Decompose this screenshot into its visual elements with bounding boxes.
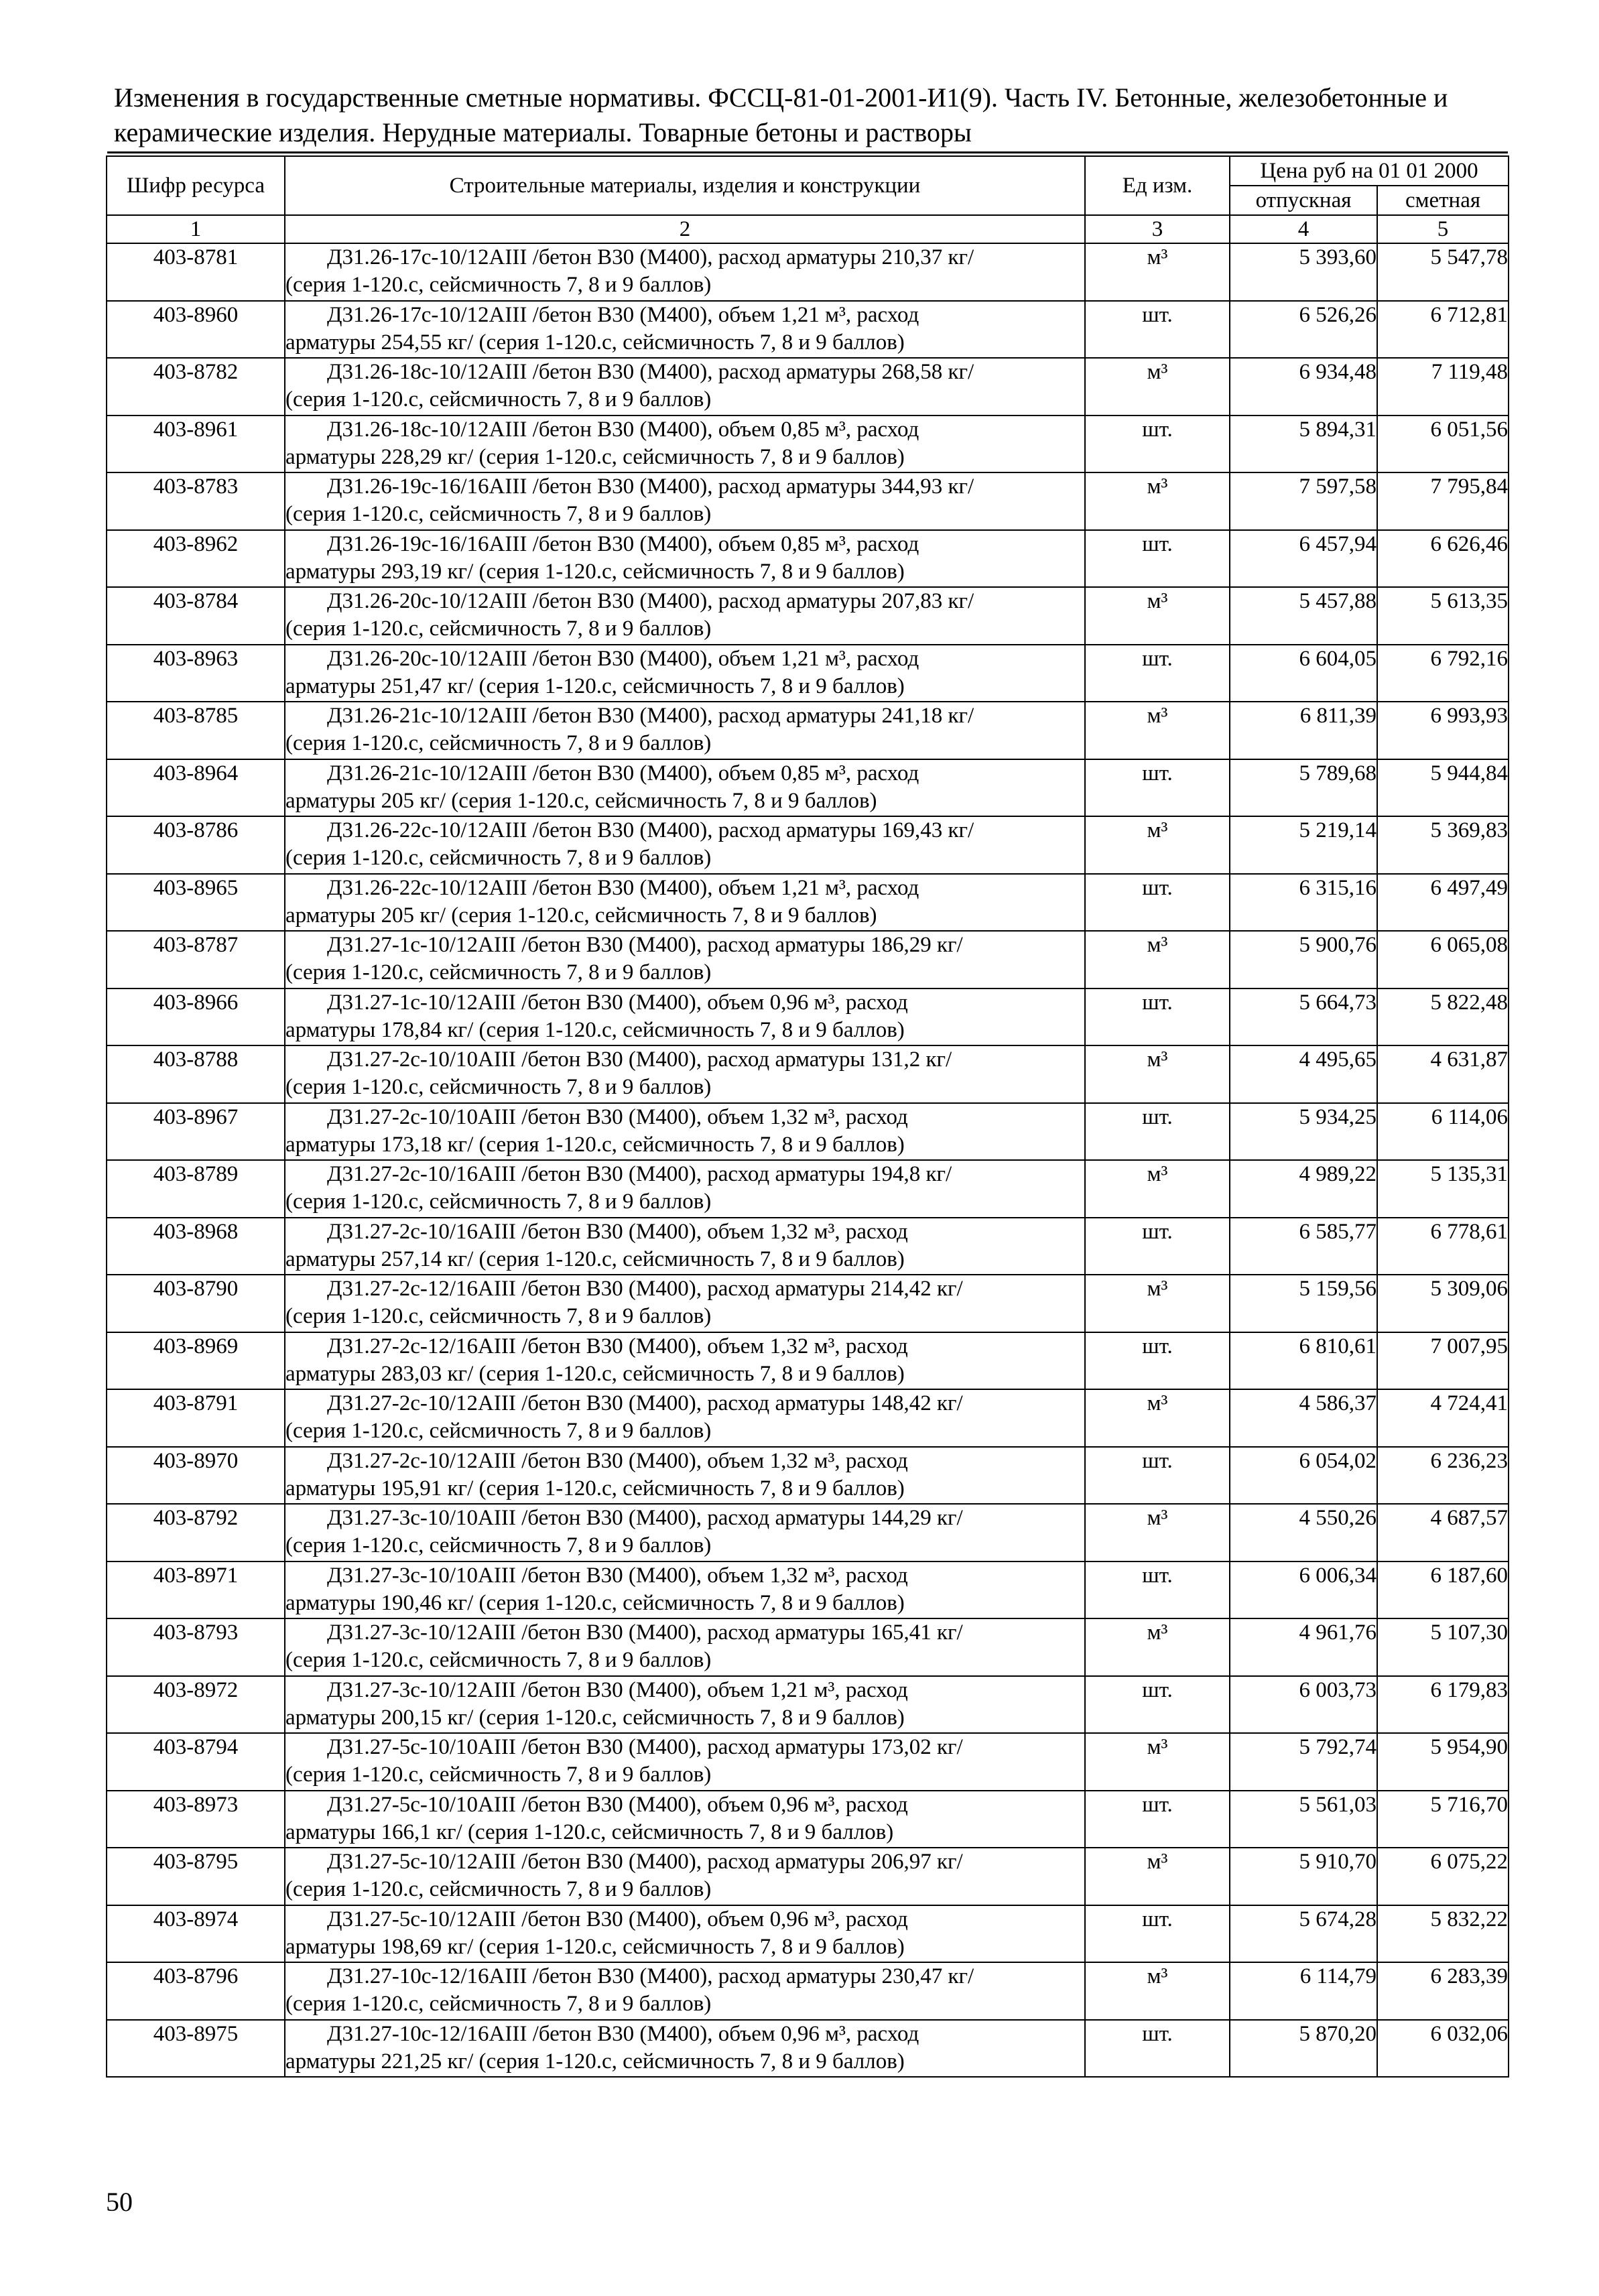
- unit-cell: м³: [1085, 358, 1230, 416]
- description-cell: [285, 1848, 1085, 1905]
- description-cell: [285, 759, 1085, 817]
- unit-cell: м³: [1085, 472, 1230, 530]
- description-line-2: (серия 1-120.с, сейсмичность 7, 8 и 9 баллов): [285, 1763, 712, 1787]
- unit-cell: шт.: [1085, 1218, 1230, 1275]
- estimate-price-cell: 6 497,49: [1377, 874, 1509, 932]
- unit-cell: шт.: [1085, 1561, 1230, 1619]
- description-line-2: (серия 1-120.с, сейсмичность 7, 8 и 9 баллов): [285, 273, 712, 297]
- estimate-price-cell: 5 944,84: [1377, 759, 1509, 817]
- unit-cell: шт.: [1085, 1791, 1230, 1848]
- description-cell: [285, 645, 1085, 702]
- release-price-cell: 5 393,60: [1230, 243, 1377, 301]
- resource-code-cell: 403-8960: [107, 301, 285, 359]
- description-cell: [285, 1962, 1085, 2020]
- release-price-cell: 5 792,74: [1230, 1733, 1377, 1791]
- release-price-cell: 6 003,73: [1230, 1676, 1377, 1734]
- resource-code-cell: 403-8975: [107, 2020, 285, 2078]
- description-line-1: Д31.26-20с-10/12АIII /бетон В30 (М400), объем 1,21 м³, расход: [327, 646, 919, 671]
- table-row: [107, 1962, 1509, 2020]
- description-cell: [285, 1733, 1085, 1791]
- description-cell: [285, 1332, 1085, 1390]
- description-line-1: Д31.27-2с-10/12АIII /бетон В30 (М400), объем 1,32 м³, расход: [327, 1448, 908, 1473]
- description-line-2: (серия 1-120.с, сейсмичность 7, 8 и 9 баллов): [285, 1075, 712, 1099]
- resource-code-cell: 403-8793: [107, 1618, 285, 1676]
- description-cell: [285, 2020, 1085, 2078]
- resource-code-cell: 403-8962: [107, 530, 285, 588]
- release-price-cell: 5 159,56: [1230, 1275, 1377, 1332]
- estimate-price-cell: 6 993,93: [1377, 702, 1509, 759]
- description-line-1: Д31.27-3с-10/12АIII /бетон В30 (М400), расход арматуры 165,41 кг/: [327, 1620, 963, 1645]
- description-line-1: Д31.27-3с-10/10АIII /бетон В30 (М400), расход арматуры 144,29 кг/: [327, 1506, 963, 1530]
- description-line-2: (серия 1-120.с, сейсмичность 7, 8 и 9 баллов): [285, 731, 712, 755]
- description-cell: [285, 1905, 1085, 1963]
- release-price-cell: 4 989,22: [1230, 1160, 1377, 1218]
- description-line-2: (серия 1-120.с, сейсмичность 7, 8 и 9 баллов): [285, 1992, 712, 2016]
- description-line-2: арматуры 254,55 кг/ (серия 1-120.с, сейсмичность 7, 8 и 9 баллов): [285, 330, 905, 355]
- description-line-2: арматуры 166,1 кг/ (серия 1-120.с, сейсмичность 7, 8 и 9 баллов): [285, 1820, 894, 1844]
- table-row: [107, 1103, 1509, 1161]
- description-cell: [285, 472, 1085, 530]
- description-line-2: (серия 1-120.с, сейсмичность 7, 8 и 9 баллов): [285, 846, 712, 870]
- resource-code-cell: 403-8787: [107, 931, 285, 988]
- column-number: 1: [107, 215, 285, 243]
- release-price-cell: 6 457,94: [1230, 530, 1377, 588]
- description-line-2: арматуры 195,91 кг/ (серия 1-120.с, сейсмичность 7, 8 и 9 баллов): [285, 1476, 905, 1501]
- description-cell: [285, 1045, 1085, 1103]
- description-line-2: арматуры 173,18 кг/ (серия 1-120.с, сейсмичность 7, 8 и 9 баллов): [285, 1132, 905, 1157]
- table-row: [107, 759, 1509, 817]
- estimate-price-cell: 6 114,06: [1377, 1103, 1509, 1161]
- estimate-price-cell: 5 107,30: [1377, 1618, 1509, 1676]
- release-price-cell: 6 585,77: [1230, 1218, 1377, 1275]
- description-line-2: арматуры 221,25 кг/ (серия 1-120.с, сейсмичность 7, 8 и 9 баллов): [285, 2049, 905, 2074]
- description-line-2: арматуры 283,03 кг/ (серия 1-120.с, сейсмичность 7, 8 и 9 баллов): [285, 1361, 905, 1386]
- resource-code-cell: 403-8796: [107, 1962, 285, 2020]
- resource-code-cell: 403-8795: [107, 1848, 285, 1905]
- description-cell: [285, 243, 1085, 301]
- estimate-price-cell: 6 236,23: [1377, 1447, 1509, 1505]
- resource-code-cell: 403-8789: [107, 1160, 285, 1218]
- unit-cell: шт.: [1085, 1905, 1230, 1963]
- table-row: [107, 472, 1509, 530]
- estimate-price-cell: 5 309,06: [1377, 1275, 1509, 1332]
- resource-code-cell: 403-8781: [107, 243, 285, 301]
- release-price-cell: 4 961,76: [1230, 1618, 1377, 1676]
- unit-cell: м³: [1085, 1848, 1230, 1905]
- resource-code-cell: 403-8792: [107, 1504, 285, 1561]
- description-line-1: Д31.26-19с-16/16АIII /бетон В30 (М400), расход арматуры 344,93 кг/: [327, 474, 974, 499]
- description-line-2: (серия 1-120.с, сейсмичность 7, 8 и 9 баллов): [285, 617, 712, 641]
- header-release-price: отпускная: [1230, 186, 1377, 215]
- resource-code-cell: 403-8968: [107, 1218, 285, 1275]
- description-line-1: Д31.27-2с-12/16АIII /бетон В30 (М400), расход арматуры 214,42 кг/: [327, 1277, 963, 1301]
- resource-code-cell: 403-8783: [107, 472, 285, 530]
- unit-cell: м³: [1085, 1618, 1230, 1676]
- description-cell: [285, 874, 1085, 932]
- release-price-cell: 6 315,16: [1230, 874, 1377, 932]
- unit-cell: м³: [1085, 1504, 1230, 1561]
- resource-code-cell: 403-8785: [107, 702, 285, 759]
- estimate-price-cell: 6 187,60: [1377, 1561, 1509, 1619]
- unit-cell: шт.: [1085, 416, 1230, 473]
- description-cell: [285, 1160, 1085, 1218]
- description-cell: [285, 1103, 1085, 1161]
- table-row: [107, 301, 1509, 359]
- page-number: 50: [106, 2187, 133, 2217]
- description-line-1: Д31.26-18с-10/12АIII /бетон В30 (М400), расход арматуры 268,58 кг/: [327, 360, 974, 384]
- table-row: [107, 1160, 1509, 1218]
- header-estimate-price: сметная: [1377, 186, 1509, 215]
- table-row: [107, 1218, 1509, 1275]
- description-line-2: арматуры 251,47 кг/ (серия 1-120.с, сейсмичность 7, 8 и 9 баллов): [285, 674, 905, 698]
- description-line-2: (серия 1-120.с, сейсмичность 7, 8 и 9 баллов): [285, 1190, 712, 1214]
- table-row: [107, 1848, 1509, 1905]
- description-cell: [285, 1218, 1085, 1275]
- release-price-cell: 5 664,73: [1230, 988, 1377, 1046]
- description-line-1: Д31.27-3с-10/10АIII /бетон В30 (М400), объем 1,32 м³, расход: [327, 1563, 908, 1588]
- description-line-1: Д31.27-5с-10/10АIII /бетон В30 (М400), расход арматуры 173,02 кг/: [327, 1735, 963, 1759]
- description-line-1: Д31.27-3с-10/12АIII /бетон В30 (М400), объем 1,21 м³, расход: [327, 1677, 908, 1702]
- table-row: [107, 1332, 1509, 1390]
- description-line-2: арматуры 228,29 кг/ (серия 1-120.с, сейсмичность 7, 8 и 9 баллов): [285, 444, 905, 469]
- column-number: 2: [285, 215, 1085, 243]
- description-line-2: арматуры 205 кг/ (серия 1-120.с, сейсмичность 7, 8 и 9 баллов): [285, 903, 877, 928]
- resource-code-cell: 403-8973: [107, 1791, 285, 1848]
- estimate-price-cell: 5 613,35: [1377, 587, 1509, 645]
- release-price-cell: 5 900,76: [1230, 931, 1377, 988]
- release-price-cell: 6 526,26: [1230, 301, 1377, 359]
- description-cell: [285, 1791, 1085, 1848]
- unit-cell: м³: [1085, 243, 1230, 301]
- table-row: [107, 702, 1509, 759]
- description-cell: [285, 358, 1085, 416]
- page-title: Изменения в государственные сметные нормативы. ФССЦ-81-01-2001-И1(9). Часть IV. Бетонные, железобетонные и керамические изделия. Нерудные материалы. Товарные бетоны и растворы: [114, 82, 1448, 147]
- table-row: [107, 1045, 1509, 1103]
- description-line-1: Д31.27-5с-10/12АIII /бетон В30 (М400), расход арматуры 206,97 кг/: [327, 1850, 963, 1874]
- estimate-price-cell: 7 007,95: [1377, 1332, 1509, 1390]
- description-cell: [285, 1504, 1085, 1561]
- description-line-1: Д31.27-2с-10/16АIII /бетон В30 (М400), расход арматуры 194,8 кг/: [327, 1162, 952, 1186]
- estimate-price-cell: 5 832,22: [1377, 1905, 1509, 1963]
- release-price-cell: 6 114,79: [1230, 1962, 1377, 2020]
- release-price-cell: 5 457,88: [1230, 587, 1377, 645]
- resource-code-cell: 403-8786: [107, 816, 285, 874]
- unit-cell: шт.: [1085, 759, 1230, 817]
- unit-cell: м³: [1085, 1160, 1230, 1218]
- estimate-price-cell: 5 369,83: [1377, 816, 1509, 874]
- description-line-1: Д31.27-1с-10/12АIII /бетон В30 (М400), объем 0,96 м³, расход: [327, 990, 908, 1015]
- resource-code-cell: 403-8966: [107, 988, 285, 1046]
- estimate-price-cell: 6 065,08: [1377, 931, 1509, 988]
- description-line-2: арматуры 190,46 кг/ (серия 1-120.с, сейсмичность 7, 8 и 9 баллов): [285, 1590, 905, 1615]
- release-price-cell: 5 219,14: [1230, 816, 1377, 874]
- description-line-1: Д31.27-2с-10/10АIII /бетон В30 (М400), объем 1,32 м³, расход: [327, 1104, 908, 1129]
- resource-code-cell: 403-8964: [107, 759, 285, 817]
- unit-cell: м³: [1085, 931, 1230, 988]
- description-line-1: Д31.27-2с-12/16АIII /бетон В30 (М400), объем 1,32 м³, расход: [327, 1334, 908, 1358]
- unit-cell: шт.: [1085, 1332, 1230, 1390]
- description-line-1: Д31.27-2с-10/16АIII /бетон В30 (М400), объем 1,32 м³, расход: [327, 1219, 908, 1244]
- unit-cell: шт.: [1085, 530, 1230, 588]
- description-line-1: Д31.27-2с-10/12АIII /бетон В30 (М400), расход арматуры 148,42 кг/: [327, 1391, 963, 1415]
- table-row: [107, 1791, 1509, 1848]
- description-line-2: (серия 1-120.с, сейсмичность 7, 8 и 9 баллов): [285, 1304, 712, 1328]
- description-line-2: арматуры 198,69 кг/ (серия 1-120.с, сейсмичность 7, 8 и 9 баллов): [285, 1934, 905, 1959]
- resource-code-cell: 403-8782: [107, 358, 285, 416]
- resource-code-cell: 403-8963: [107, 645, 285, 702]
- table-row: [107, 358, 1509, 416]
- description-cell: [285, 1618, 1085, 1676]
- header-code: Шифр ресурса: [107, 156, 285, 215]
- description-line-1: Д31.26-17с-10/12АIII /бетон В30 (М400), объем 1,21 м³, расход: [327, 302, 919, 327]
- description-line-1: Д31.27-5с-10/12АIII /бетон В30 (М400), объем 0,96 м³, расход: [327, 1907, 908, 1931]
- release-price-cell: 7 597,58: [1230, 472, 1377, 530]
- description-cell: [285, 702, 1085, 759]
- description-cell: [285, 1447, 1085, 1505]
- description-line-2: (серия 1-120.с, сейсмичность 7, 8 и 9 баллов): [285, 387, 712, 411]
- table-row: [107, 1447, 1509, 1505]
- table-row: [107, 416, 1509, 473]
- release-price-cell: 5 894,31: [1230, 416, 1377, 473]
- release-price-cell: 4 495,65: [1230, 1045, 1377, 1103]
- description-cell: [285, 301, 1085, 359]
- resource-code-cell: 403-8969: [107, 1332, 285, 1390]
- title-divider: [107, 151, 1508, 153]
- table-row: [107, 1561, 1509, 1619]
- release-price-cell: 5 934,25: [1230, 1103, 1377, 1161]
- description-cell: [285, 1561, 1085, 1619]
- table-row: [107, 1676, 1509, 1734]
- estimate-price-cell: 6 032,06: [1377, 2020, 1509, 2078]
- estimate-price-cell: 6 283,39: [1377, 1962, 1509, 2020]
- release-price-cell: 6 604,05: [1230, 645, 1377, 702]
- resource-code-cell: 403-8967: [107, 1103, 285, 1161]
- release-price-cell: 6 006,34: [1230, 1561, 1377, 1619]
- release-price-cell: 5 674,28: [1230, 1905, 1377, 1963]
- description-line-2: арматуры 257,14 кг/ (серия 1-120.с, сейсмичность 7, 8 и 9 баллов): [285, 1247, 905, 1271]
- table-row: [107, 530, 1509, 588]
- description-line-2: (серия 1-120.с, сейсмичность 7, 8 и 9 баллов): [285, 1419, 712, 1443]
- release-price-cell: 5 870,20: [1230, 2020, 1377, 2078]
- table-row: [107, 874, 1509, 932]
- description-line-2: (серия 1-120.с, сейсмичность 7, 8 и 9 баллов): [285, 1533, 712, 1557]
- column-number: 4: [1230, 215, 1377, 243]
- description-line-2: арматуры 200,15 кг/ (серия 1-120.с, сейсмичность 7, 8 и 9 баллов): [285, 1705, 905, 1730]
- description-line-2: (серия 1-120.с, сейсмичность 7, 8 и 9 баллов): [285, 502, 712, 526]
- resource-code-cell: 403-8791: [107, 1389, 285, 1447]
- unit-cell: шт.: [1085, 2020, 1230, 2078]
- price-table: [106, 155, 1509, 2078]
- description-line-1: Д31.27-10с-12/16АIII /бетон В30 (М400), расход арматуры 230,47 кг/: [327, 1964, 974, 1988]
- table-row: [107, 2020, 1509, 2078]
- description-line-1: Д31.26-18с-10/12АIII /бетон В30 (М400), объем 0,85 м³, расход: [327, 417, 919, 442]
- unit-cell: м³: [1085, 702, 1230, 759]
- description-line-2: (серия 1-120.с, сейсмичность 7, 8 и 9 баллов): [285, 960, 712, 984]
- estimate-price-cell: 5 547,78: [1377, 243, 1509, 301]
- table-row: [107, 587, 1509, 645]
- table-row: [107, 1733, 1509, 1791]
- column-number: 3: [1085, 215, 1230, 243]
- estimate-price-cell: 6 712,81: [1377, 301, 1509, 359]
- estimate-price-cell: 4 631,87: [1377, 1045, 1509, 1103]
- description-cell: [285, 587, 1085, 645]
- description-line-1: Д31.27-10с-12/16АIII /бетон В30 (М400), объем 0,96 м³, расход: [327, 2021, 919, 2046]
- estimate-price-cell: 6 051,56: [1377, 416, 1509, 473]
- unit-cell: шт.: [1085, 988, 1230, 1046]
- resource-code-cell: 403-8788: [107, 1045, 285, 1103]
- release-price-cell: 5 789,68: [1230, 759, 1377, 817]
- table-row: [107, 816, 1509, 874]
- description-line-1: Д31.26-17с-10/12АIII /бетон В30 (М400), расход арматуры 210,37 кг/: [327, 245, 974, 269]
- table-row: [107, 1905, 1509, 1963]
- description-line-1: Д31.26-22с-10/12АIII /бетон В30 (М400), объем 1,21 м³, расход: [327, 875, 919, 900]
- unit-cell: м³: [1085, 1389, 1230, 1447]
- unit-cell: шт.: [1085, 874, 1230, 932]
- description-cell: [285, 1676, 1085, 1734]
- estimate-price-cell: 5 822,48: [1377, 988, 1509, 1046]
- unit-cell: м³: [1085, 1045, 1230, 1103]
- unit-cell: м³: [1085, 587, 1230, 645]
- estimate-price-cell: 4 687,57: [1377, 1504, 1509, 1561]
- release-price-cell: 6 934,48: [1230, 358, 1377, 416]
- resource-code-cell: 403-8965: [107, 874, 285, 932]
- resource-code-cell: 403-8971: [107, 1561, 285, 1619]
- table-row: [107, 1389, 1509, 1447]
- column-number: 5: [1377, 215, 1509, 243]
- resource-code-cell: 403-8794: [107, 1733, 285, 1791]
- description-line-1: Д31.27-2с-10/10АIII /бетон В30 (М400), расход арматуры 131,2 кг/: [327, 1047, 952, 1072]
- estimate-price-cell: 6 778,61: [1377, 1218, 1509, 1275]
- release-price-cell: 4 550,26: [1230, 1504, 1377, 1561]
- resource-code-cell: 403-8974: [107, 1905, 285, 1963]
- estimate-price-cell: 6 792,16: [1377, 645, 1509, 702]
- description-cell: [285, 816, 1085, 874]
- estimate-price-cell: 4 724,41: [1377, 1389, 1509, 1447]
- table-row: [107, 1275, 1509, 1332]
- description-line-1: Д31.27-1с-10/12АIII /бетон В30 (М400), расход арматуры 186,29 кг/: [327, 933, 963, 957]
- table-body: [107, 243, 1509, 2077]
- release-price-cell: 5 910,70: [1230, 1848, 1377, 1905]
- unit-cell: шт.: [1085, 1676, 1230, 1734]
- description-line-1: Д31.26-21с-10/12АIII /бетон В30 (М400), расход арматуры 241,18 кг/: [327, 704, 974, 728]
- release-price-cell: 4 586,37: [1230, 1389, 1377, 1447]
- unit-cell: шт.: [1085, 645, 1230, 702]
- resource-code-cell: 403-8970: [107, 1447, 285, 1505]
- description-line-2: арматуры 293,19 кг/ (серия 1-120.с, сейсмичность 7, 8 и 9 баллов): [285, 559, 905, 584]
- description-line-2: (серия 1-120.с, сейсмичность 7, 8 и 9 баллов): [285, 1648, 712, 1672]
- unit-cell: м³: [1085, 1733, 1230, 1791]
- estimate-price-cell: 5 716,70: [1377, 1791, 1509, 1848]
- description-line-2: арматуры 178,84 кг/ (серия 1-120.с, сейсмичность 7, 8 и 9 баллов): [285, 1017, 905, 1042]
- estimate-price-cell: 7 119,48: [1377, 358, 1509, 416]
- header-materials: Строительные материалы, изделия и конструкции: [285, 156, 1085, 215]
- resource-code-cell: 403-8784: [107, 587, 285, 645]
- table-row: [107, 645, 1509, 702]
- release-price-cell: 6 811,39: [1230, 702, 1377, 759]
- unit-cell: м³: [1085, 1962, 1230, 2020]
- description-cell: [285, 530, 1085, 588]
- resource-code-cell: 403-8961: [107, 416, 285, 473]
- table-row: [107, 1618, 1509, 1676]
- description-line-1: Д31.26-22с-10/12АIII /бетон В30 (М400), расход арматуры 169,43 кг/: [327, 818, 974, 842]
- header-unit: Ед изм.: [1085, 156, 1230, 215]
- description-cell: [285, 988, 1085, 1046]
- unit-cell: шт.: [1085, 1103, 1230, 1161]
- resource-code-cell: 403-8790: [107, 1275, 285, 1332]
- estimate-price-cell: 6 626,46: [1377, 530, 1509, 588]
- table-row: [107, 988, 1509, 1046]
- estimate-price-cell: 6 179,83: [1377, 1676, 1509, 1734]
- table-row: [107, 931, 1509, 988]
- description-line-1: Д31.27-5с-10/10АIII /бетон В30 (М400), объем 0,96 м³, расход: [327, 1792, 908, 1817]
- description-cell: [285, 931, 1085, 988]
- estimate-price-cell: 5 135,31: [1377, 1160, 1509, 1218]
- table-row: [107, 1504, 1509, 1561]
- unit-cell: шт.: [1085, 301, 1230, 359]
- description-cell: [285, 1275, 1085, 1332]
- description-cell: [285, 416, 1085, 473]
- description-cell: [285, 1389, 1085, 1447]
- release-price-cell: 6 810,61: [1230, 1332, 1377, 1390]
- unit-cell: м³: [1085, 816, 1230, 874]
- description-line-2: арматуры 205 кг/ (серия 1-120.с, сейсмичность 7, 8 и 9 баллов): [285, 788, 877, 813]
- description-line-2: (серия 1-120.с, сейсмичность 7, 8 и 9 баллов): [285, 1877, 712, 1901]
- header-price: Цена руб на 01 01 2000: [1230, 156, 1509, 186]
- estimate-price-cell: 7 795,84: [1377, 472, 1509, 530]
- description-line-1: Д31.26-21с-10/12АIII /бетон В30 (М400), объем 0,85 м³, расход: [327, 761, 919, 785]
- estimate-price-cell: 6 075,22: [1377, 1848, 1509, 1905]
- release-price-cell: 5 561,03: [1230, 1791, 1377, 1848]
- description-line-1: Д31.26-20с-10/12АIII /бетон В30 (М400), расход арматуры 207,83 кг/: [327, 589, 974, 613]
- table-row: [107, 243, 1509, 301]
- resource-code-cell: 403-8972: [107, 1676, 285, 1734]
- release-price-cell: 6 054,02: [1230, 1447, 1377, 1505]
- unit-cell: шт.: [1085, 1447, 1230, 1505]
- unit-cell: м³: [1085, 1275, 1230, 1332]
- description-line-1: Д31.26-19с-16/16АIII /бетон В30 (М400), объем 0,85 м³, расход: [327, 531, 919, 556]
- estimate-price-cell: 5 954,90: [1377, 1733, 1509, 1791]
